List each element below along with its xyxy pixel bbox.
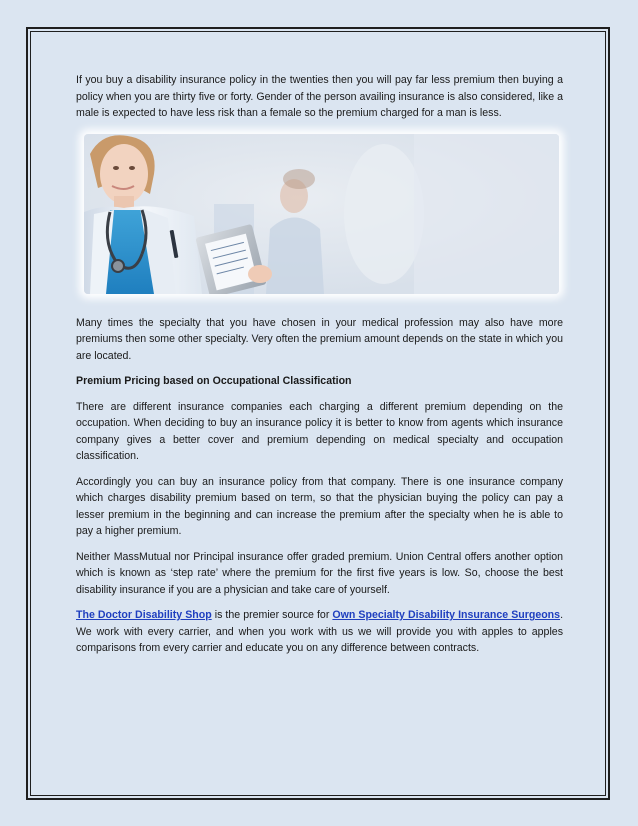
closing-text-2: . We work with every carrier, and when you work with us we will provide you with apples to apples comparisons from every carrier and educate you on any difference between contracts. (76, 609, 564, 654)
document-body (76, 72, 563, 666)
paragraph-specialty: Many times the specialty that you have chosen in your medical profession may also have more premiums then some other specialty. Very often the premium amount depends on the state in which you are located. (76, 316, 563, 362)
doctor-photo (84, 134, 559, 294)
section-heading: Premium Pricing based on Occupational Classification (76, 375, 352, 387)
paragraph-companies: There are different insurance companies each charging a different premium depending on the occupation. When deciding to buy an insurance policy it is better to know from agents which insurance company gives a better cover and premium depending on medical specialty and occupation classification. (76, 400, 563, 462)
paragraph-accordingly: Accordingly you can buy an insurance policy from that company. There is one insurance company which charges disability premium based on term, so that the physician buying the policy can pay a lesser premium in the beginning and can increase the premium after the specialty when he is able to pay a higher premium. (76, 475, 563, 537)
paragraph-intro: If you buy a disability insurance policy in the twenties then you will pay far less premium then buying a policy when you are thirty five or forty. Gender of the person availing insurance is also considered, like a male is expected to have less risk than a female so the premium charged for a man is less. (76, 74, 563, 119)
own-specialty-disability-link[interactable]: Own Specialty Disability Insurance Surgeons (332, 609, 561, 621)
doctor-disability-shop-link[interactable]: The Doctor Disability Shop (76, 609, 212, 621)
paragraph-closing (76, 607, 563, 657)
doctor-with-clipboard-icon (84, 134, 559, 294)
paragraph-neither: Neither MassMutual nor Principal insurance offer graded premium. Union Central offers another option which is known as ‘step rate’ where the premium for the first five years is low. So, choose the best disability insurance if you are a physician and take care of yourself. (76, 550, 563, 596)
closing-text-1: is the premier source for (211, 609, 333, 621)
